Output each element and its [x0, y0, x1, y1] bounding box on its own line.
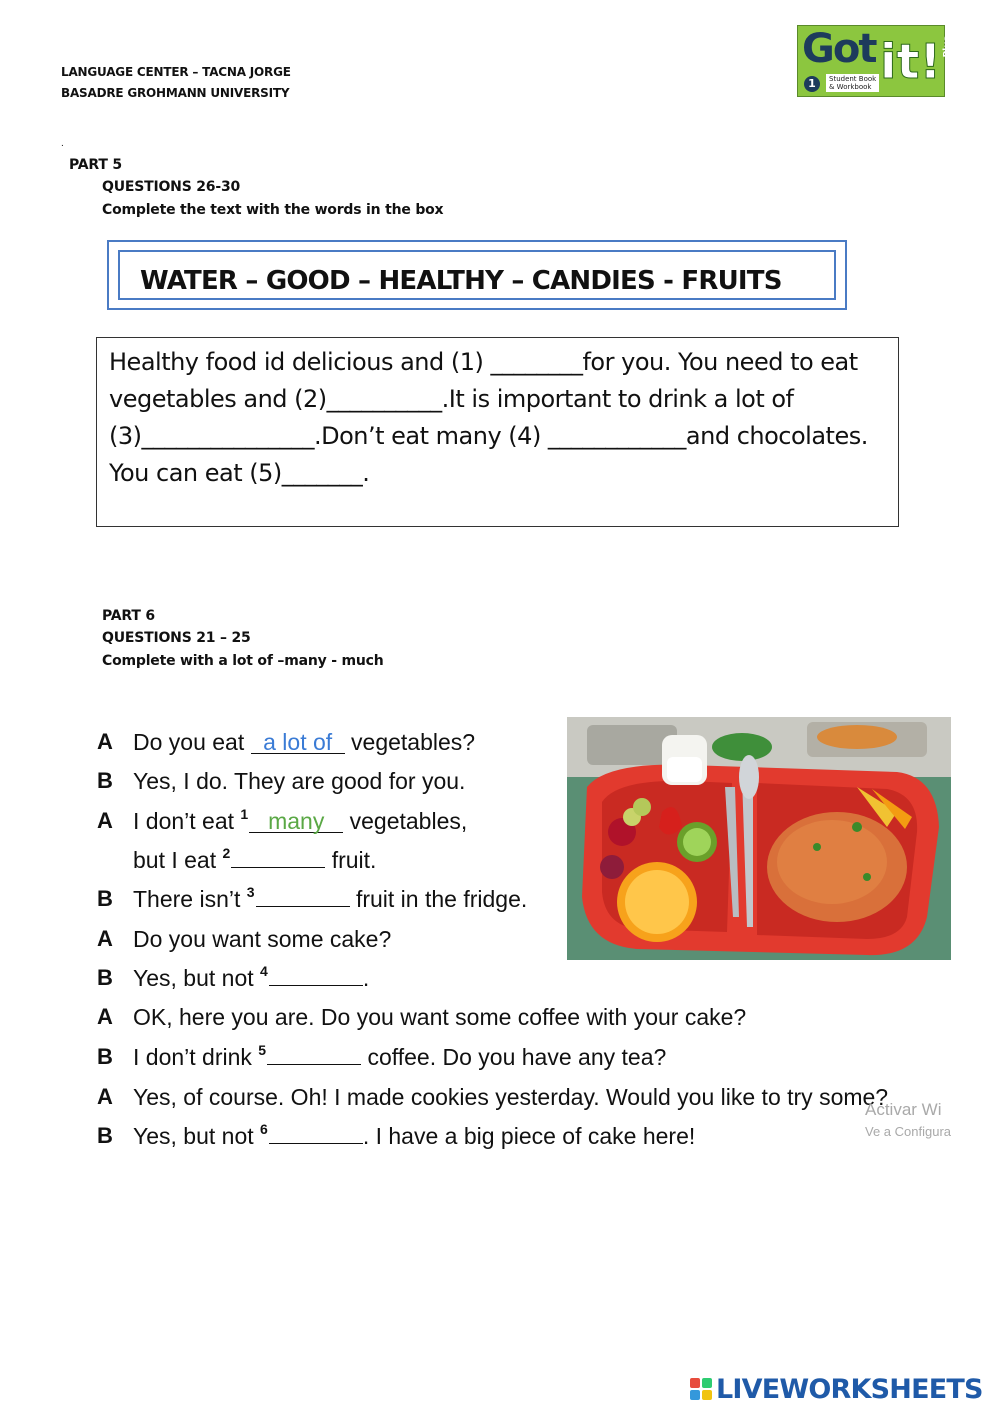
question-number: 1 [240, 806, 249, 822]
speaker-label: A [97, 1004, 113, 1029]
institution-line-2: BASADRE GROHMANN UNIVERSITY [61, 86, 290, 100]
answer-blank-example[interactable]: a lot of [251, 731, 345, 754]
logo-plus-text: Plus [942, 36, 952, 58]
dialogue-line-9 [133, 1084, 888, 1111]
speaker-label: A [97, 808, 113, 833]
got-it-plus-logo [797, 25, 952, 97]
cloze-text-box [96, 337, 899, 527]
logo-got-text: Got [802, 26, 876, 72]
speaker-label: A [97, 926, 113, 951]
logo-subtitle-2: & Workbook [829, 83, 872, 91]
food-tray-illustration [567, 717, 951, 960]
answer-blank-3[interactable] [256, 906, 350, 907]
question-number: 4 [260, 963, 268, 979]
dialogue-line-0 [133, 729, 475, 756]
line-text: Yes, I do. They are good for you. [133, 768, 466, 794]
part5-instruction: Complete the text with the words in the box [102, 202, 444, 218]
dialogue-line-5 [133, 926, 391, 953]
line-text: OK, here you are. Do you want some coffee with your cake? [133, 1004, 747, 1030]
speaker-label: B [97, 886, 113, 911]
dialogue-line-1 [133, 768, 465, 795]
answer-blank-5[interactable] [267, 1064, 361, 1065]
speaker-label: B [97, 965, 113, 990]
institution-line-1: LANGUAGE CENTER – TACNA JORGE [61, 65, 291, 79]
stray-dot: . [61, 138, 64, 149]
speaker-label: A [97, 729, 113, 754]
line-text: Yes, but not [133, 965, 261, 991]
line-text-end: . I have a big piece of cake here! [362, 1123, 696, 1149]
part6-title: PART 6 [102, 608, 155, 624]
word-box-words: WATER – GOOD – HEALTHY – CANDIES - FRUITS [140, 266, 782, 296]
answer-blank-4[interactable] [269, 985, 363, 986]
part6-questions: QUESTIONS 21 – 25 [102, 630, 251, 646]
food-tray-photo [567, 717, 951, 960]
line-text: There isn’t [133, 886, 247, 912]
line-text-end: fruit in the fridge. [349, 886, 528, 912]
line-text: I don’t drink [133, 1044, 259, 1070]
question-number: 5 [258, 1042, 267, 1058]
answer-blank-2[interactable] [231, 867, 325, 868]
speaker-label: A [97, 1084, 113, 1109]
logo-subtitle-1: Student Book [829, 75, 877, 83]
line-text-end: . [362, 965, 370, 991]
cloze-text: Healthy food id delicious and (1) ________for you. You need to eat vegetables and (2)__________.It is important to drink a lot of (3)_______________.Don’t eat many (4) ____________and chocolates. You can eat (5)_______. [109, 348, 868, 487]
liveworksheets-wordmark: LIVEWORKSHEETS [716, 1373, 983, 1405]
logo-level-badge: 1 [804, 76, 820, 92]
dialogue-line-10 [133, 1123, 695, 1150]
logo-subtitle [826, 74, 879, 92]
dialogue-line-4 [133, 886, 527, 913]
activation-watermark-line-2: Ve a Configura [865, 1124, 952, 1139]
speaker-label: B [97, 768, 113, 793]
question-number: 2 [222, 845, 231, 861]
line-text: but I eat [133, 847, 223, 873]
dialogue-line-7 [133, 1004, 746, 1031]
line-text-end: vegetables? [344, 729, 476, 755]
line-text-end: coffee. Do you have any tea? [361, 1044, 667, 1070]
dialogue-line-6 [133, 965, 369, 992]
liveworksheets-icon [690, 1378, 712, 1400]
dialogue-line-8 [133, 1044, 666, 1071]
line-text: Do you eat [133, 729, 251, 755]
question-number: 6 [260, 1121, 268, 1137]
line-text-end: vegetables, [343, 808, 468, 834]
part5-title: PART 5 [69, 157, 122, 173]
line-text: I don’t eat [133, 808, 241, 834]
line-text: Yes, but not [133, 1123, 261, 1149]
speaker-label: B [97, 1123, 113, 1148]
liveworksheets-brand[interactable] [690, 1373, 983, 1405]
line-text: Yes, of course. Oh! I made cookies yesterday. Would you like to try some? [133, 1084, 889, 1110]
activation-watermark-line-1: Activar Wi [865, 1100, 942, 1119]
line-text: Do you want some cake? [133, 926, 392, 952]
dialogue-line-3 [133, 847, 376, 874]
logo-it-text: it! [880, 34, 942, 90]
answer-blank-6[interactable] [269, 1143, 363, 1144]
dialogue-line-2 [133, 808, 467, 835]
line-text-end: fruit. [325, 847, 377, 873]
question-number: 3 [246, 884, 255, 900]
answer-blank-1[interactable]: many [249, 810, 343, 833]
speaker-label: B [97, 1044, 113, 1069]
part5-questions: QUESTIONS 26-30 [102, 179, 241, 195]
part6-instruction: Complete with a lot of –many - much [102, 653, 384, 669]
